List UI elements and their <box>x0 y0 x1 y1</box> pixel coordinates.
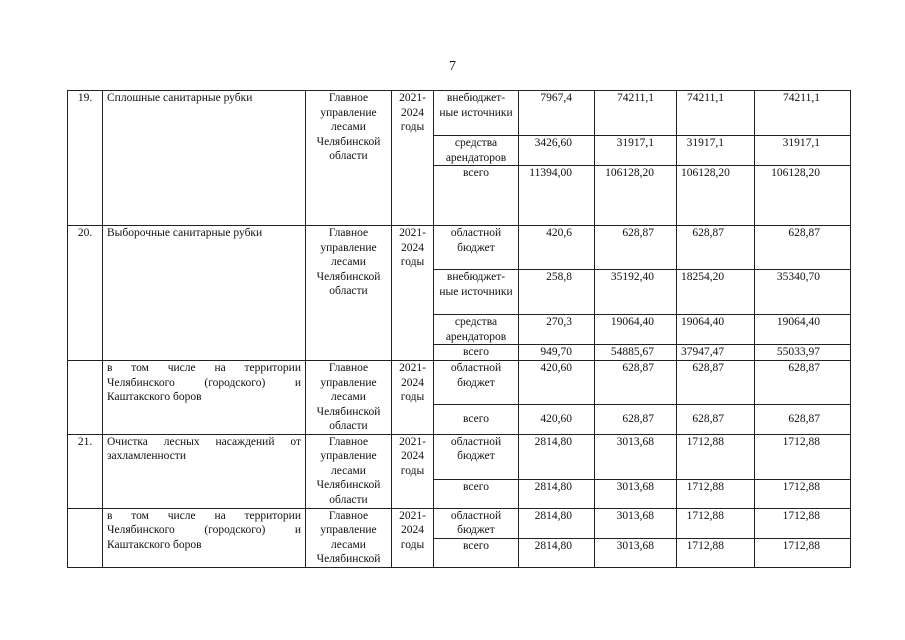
value-cell: 19064,40 <box>595 315 677 345</box>
value-cell: 628,87 <box>755 405 851 434</box>
period: 2021-2024 годы <box>392 91 434 226</box>
value-cell: 31917,1 <box>677 136 755 166</box>
period: 2021-2024 годы <box>392 508 434 567</box>
funding-source: внебюджет-ные источники <box>434 270 519 315</box>
period: 2021-2024 годы <box>392 361 434 435</box>
value-cell: 3013,68 <box>595 538 677 567</box>
value-cell: 3013,68 <box>595 479 677 508</box>
row-number: 20. <box>68 226 103 361</box>
value-cell: 420,6 <box>519 226 595 270</box>
value-cell: 1712,88 <box>755 479 851 508</box>
period: 2021-2024 годы <box>392 434 434 508</box>
value-cell: 54885,67 <box>595 345 677 361</box>
value-cell: 2814,80 <box>519 434 595 479</box>
value-cell: 258,8 <box>519 270 595 315</box>
value-cell: 420,60 <box>519 405 595 434</box>
budget-table <box>67 90 851 568</box>
value-cell: 19064,40 <box>677 315 755 345</box>
funding-source: областной бюджет <box>434 226 519 270</box>
value-cell: 35340,70 <box>755 270 851 315</box>
funding-source: всего <box>434 538 519 567</box>
value-cell: 628,87 <box>677 226 755 270</box>
value-cell: 2814,80 <box>519 479 595 508</box>
value-cell: 1712,88 <box>677 479 755 508</box>
value-cell: 74211,1 <box>677 91 755 136</box>
value-cell: 628,87 <box>595 226 677 270</box>
value-cell: 420,60 <box>519 361 595 405</box>
funding-source: средства арендаторов <box>434 136 519 166</box>
funding-source: областной бюджет <box>434 361 519 405</box>
value-cell: 1712,88 <box>677 508 755 538</box>
value-cell: 74211,1 <box>755 91 851 136</box>
value-cell: 270,3 <box>519 315 595 345</box>
value-cell: 628,87 <box>595 405 677 434</box>
value-cell: 628,87 <box>677 361 755 405</box>
value-cell: 628,87 <box>755 361 851 405</box>
responsible-org: Главное управление лесами Челябинской области <box>306 434 392 508</box>
value-cell: 628,87 <box>677 405 755 434</box>
activity-name: в том числе на территории Челябинского (городского) и Каштакского боров <box>103 361 306 435</box>
value-cell: 7967,4 <box>519 91 595 136</box>
value-cell: 2814,80 <box>519 538 595 567</box>
value-cell: 31917,1 <box>595 136 677 166</box>
activity-name: Выборочные санитарные рубки <box>103 226 306 361</box>
value-cell: 106128,20 <box>755 166 851 226</box>
value-cell: 35192,40 <box>595 270 677 315</box>
value-cell: 37947,47 <box>677 345 755 361</box>
row-number: 19. <box>68 91 103 226</box>
activity-name: Сплошные санитарные рубки <box>103 91 306 226</box>
table-row <box>68 226 851 270</box>
funding-source: областной бюджет <box>434 508 519 538</box>
value-cell: 949,70 <box>519 345 595 361</box>
table-row <box>68 361 851 405</box>
value-cell: 55033,97 <box>755 345 851 361</box>
responsible-org: Главное управление лесами Челябинской области <box>306 226 392 361</box>
activity-name: в том числе на территории Челябинского (городского) и Каштакского боров <box>103 508 306 567</box>
period: 2021-2024 годы <box>392 226 434 361</box>
table-row <box>68 91 851 136</box>
funding-source: всего <box>434 345 519 361</box>
responsible-org: Главное управление лесами Челябинской области <box>306 91 392 226</box>
value-cell: 19064,40 <box>755 315 851 345</box>
value-cell: 3013,68 <box>595 434 677 479</box>
value-cell: 2814,80 <box>519 508 595 538</box>
activity-name: Очистка лесных насаждений от захламленности <box>103 434 306 508</box>
value-cell: 1712,88 <box>755 434 851 479</box>
value-cell: 31917,1 <box>755 136 851 166</box>
value-cell: 106128,20 <box>677 166 755 226</box>
value-cell: 3426,60 <box>519 136 595 166</box>
value-cell: 1712,88 <box>755 538 851 567</box>
funding-source: внебюджет-ные источники <box>434 91 519 136</box>
value-cell: 628,87 <box>595 361 677 405</box>
value-cell: 106128,20 <box>595 166 677 226</box>
row-number: 21. <box>68 434 103 508</box>
value-cell: 18254,20 <box>677 270 755 315</box>
funding-source: средства арендаторов <box>434 315 519 345</box>
table-row <box>68 508 851 538</box>
value-cell: 11394,00 <box>519 166 595 226</box>
value-cell: 628,87 <box>755 226 851 270</box>
responsible-org: Главное управление лесами Челябинской области <box>306 361 392 435</box>
funding-source: областной бюджет <box>434 434 519 479</box>
value-cell: 74211,1 <box>595 91 677 136</box>
row-number <box>68 361 103 435</box>
funding-source: всего <box>434 479 519 508</box>
responsible-org: Главное управление лесами Челябинской <box>306 508 392 567</box>
value-cell: 3013,68 <box>595 508 677 538</box>
value-cell: 1712,88 <box>677 538 755 567</box>
value-cell: 1712,88 <box>677 434 755 479</box>
table-row <box>68 434 851 479</box>
funding-source: всего <box>434 405 519 434</box>
value-cell: 1712,88 <box>755 508 851 538</box>
page-number: 7 <box>449 59 456 74</box>
funding-source: всего <box>434 166 519 226</box>
row-number <box>68 508 103 567</box>
